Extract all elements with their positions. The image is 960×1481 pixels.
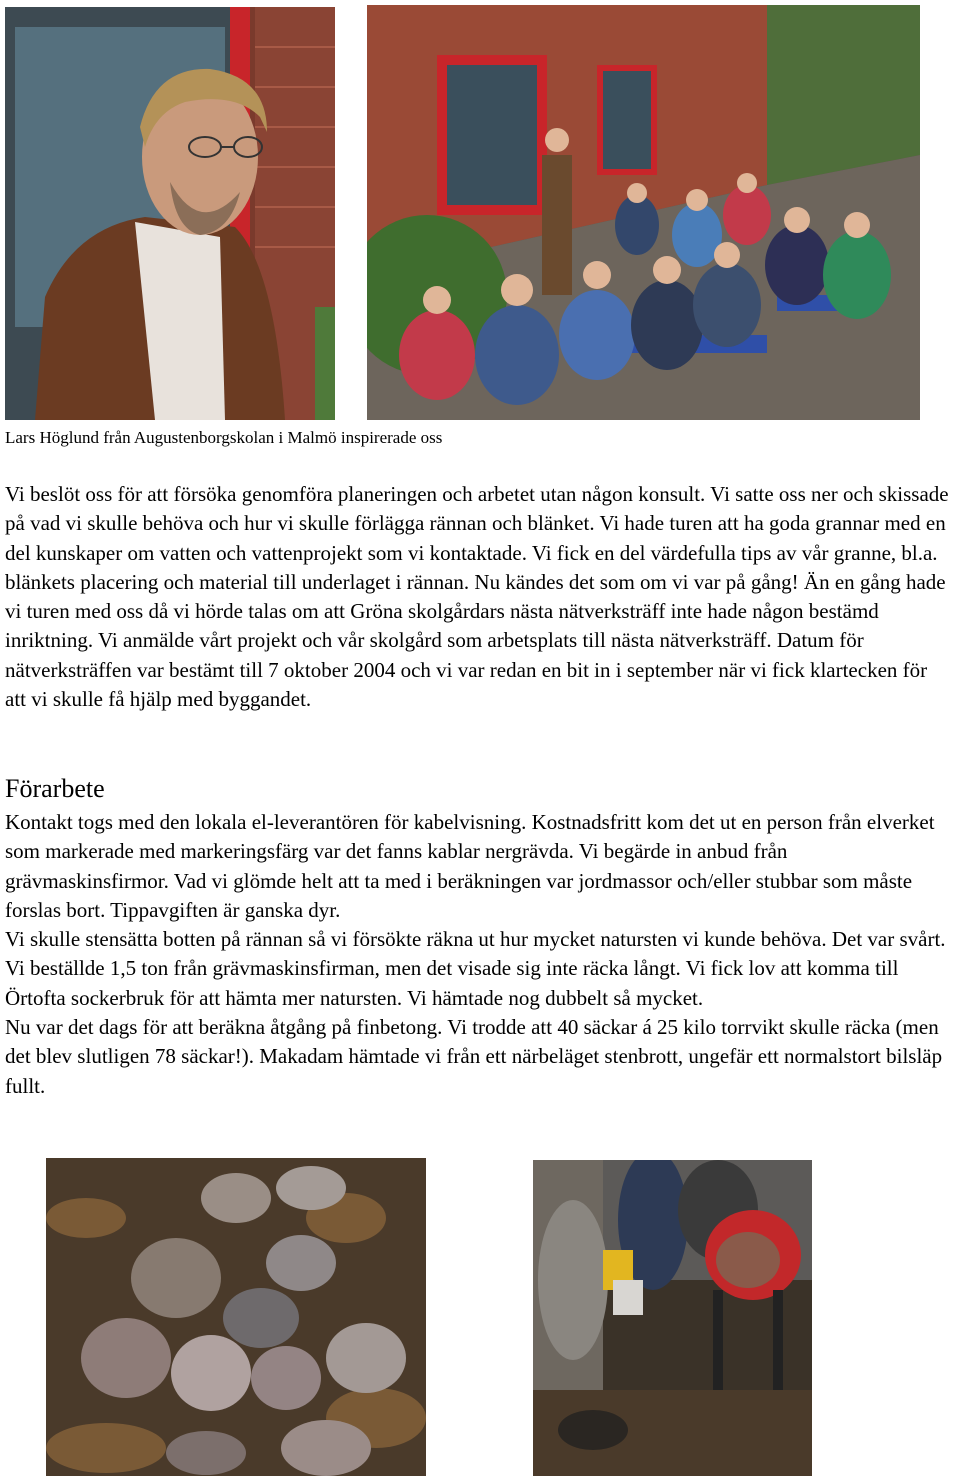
cement-mixer-image bbox=[533, 1160, 812, 1476]
stones-photo bbox=[46, 1158, 426, 1476]
section-paragraph: Nu var det dags för att beräkna åtgång på finbetong. Vi trodde att 40 säckar á 25 kilo torrvikt skulle räcka (men det blev slutligen 78 säckar!). Makadam hämtade vi från ett närbeläget stenbrott, ungefär ett normalstort bilsläp fullt. bbox=[5, 1015, 943, 1098]
photo-caption: Lars Höglund från Augustenborgskolan i Malmö inspirerade oss bbox=[5, 428, 443, 447]
stones-image bbox=[46, 1158, 426, 1476]
portrait-image bbox=[5, 7, 335, 420]
portrait-photo bbox=[5, 7, 335, 420]
cement-mixer-photo bbox=[533, 1160, 812, 1476]
intro-paragraph bbox=[5, 480, 950, 714]
group-meeting-image bbox=[367, 5, 920, 420]
intro-paragraph-text: Vi beslöt oss för att försöka genomföra planeringen och arbetet utan någon konsult. Vi satte oss ner och skissade på vad vi skulle behöva och hur vi skulle förlägga rännan och blänket. Vi hade turen att ha goda grannar med en del kunskaper om vatten och vattenprojekt som vi kontaktade. Vi fick en del värdefulla tips av vår granne, bl.a. blänkets placering och material till underlaget i rännan. Nu kändes det som om vi var på gång! Än en gång hade vi turen med oss då vi hörde talas om att Gröna skolgårdars nästa nätverksträff inte hade någon bestämd inriktning. Vi anmälde vårt projekt och vår skolgård som arbetsplats till nästa nätverksträff. Datum för nätverksträffen var bestämt till 7 oktober 2004 och vi var redan en bit in i september när vi fick klartecken för att vi skulle få hjälp med byggandet. bbox=[5, 482, 949, 712]
section-paragraph: Vi skulle stensätta botten på rännan så vi försökte räkna ut hur mycket natursten vi kunde behöva. Det var svårt. Vi beställde 1,5 ton från grävmaskinsfirman, men det visade sig inte räcka långt. Vi fick lov att komma till Örtofta sockerbruk för att hämta mer natursten. Vi hämtade nog dubbelt så mycket. bbox=[5, 927, 946, 1010]
section-paragraph: Kontakt togs med den lokala el-leverantören för kabelvisning. Kostnadsfritt kom det ut en person från elverket som markerade med markeringsfärg var det fanns kablar nergrävda. Vi begärde in anbud från grävmaskinsfirmor. Vad vi glömde helt att ta med i beräkningen var jordmassor och/eller stubbar som måste forslas bort. Tippavgiften är ganska dyr. bbox=[5, 810, 935, 922]
section-body bbox=[5, 808, 950, 1101]
group-meeting-photo bbox=[367, 5, 920, 420]
section-heading: Förarbete bbox=[5, 774, 105, 803]
